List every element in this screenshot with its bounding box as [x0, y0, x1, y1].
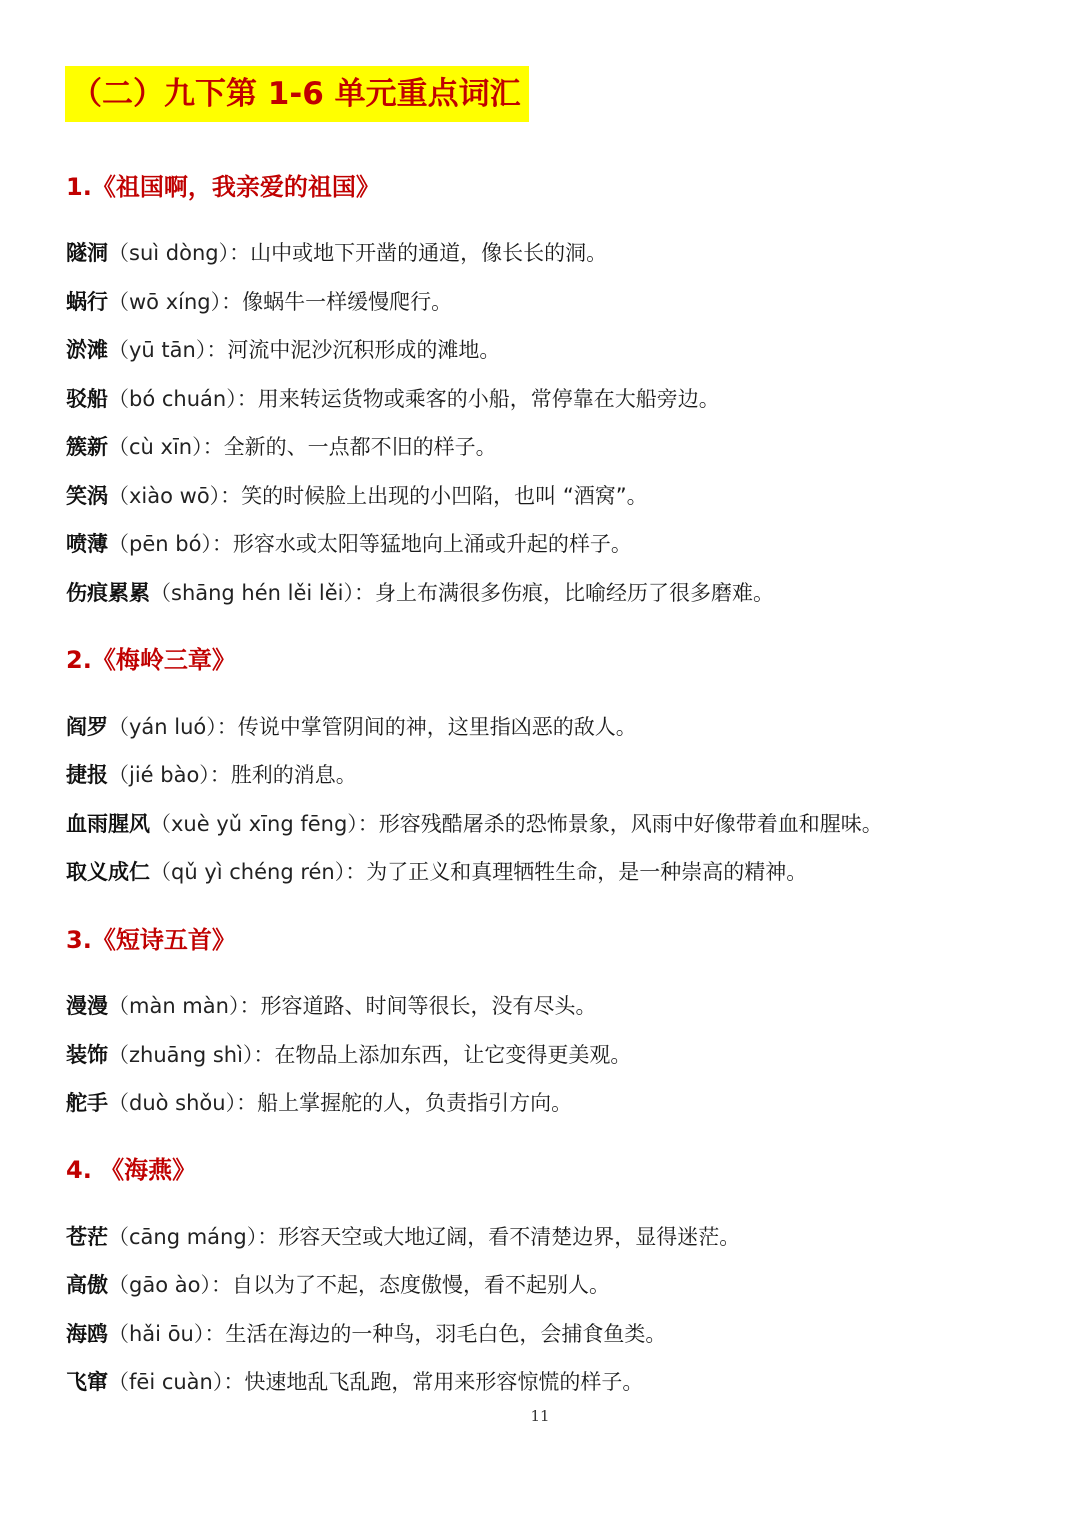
vocab-pinyin: （xiào wō）： — [108, 484, 242, 508]
page-number: 11 — [530, 1407, 550, 1425]
vocab-word: 苍茫 — [66, 1225, 108, 1249]
vocab-definition: 传说中掌管阴间的神，这里指凶恶的敌人。 — [237, 715, 637, 739]
vocab-pinyin: （yán luó）： — [108, 715, 238, 739]
vocab-entry — [66, 529, 632, 559]
vocab-definition: 船上掌握舵的人，负责指引方向。 — [257, 1091, 573, 1115]
vocab-pinyin: （fēi cuàn）： — [108, 1370, 245, 1394]
vocab-entry — [66, 238, 607, 268]
vocab-word: 漫漫 — [66, 994, 108, 1018]
vocab-entry — [66, 1319, 666, 1349]
vocab-entry — [66, 712, 637, 742]
vocab-entry — [66, 809, 883, 839]
vocab-definition: 生活在海边的一种鸟，羽毛白色，会捕食鱼类。 — [225, 1322, 667, 1346]
vocab-definition: 为了正义和真理牺牲生命，是一种崇高的精神。 — [366, 860, 808, 884]
vocab-definition: 山中或地下开凿的通道，像长长的洞。 — [250, 241, 608, 265]
vocab-word: 飞窜 — [66, 1370, 108, 1394]
vocab-definition: 笑的时候脸上出现的小凹陷，也叫 “酒窝”。 — [241, 484, 648, 508]
vocab-entry — [66, 384, 720, 414]
section-heading-1: 1.《祖国啊，我亲爱的祖国》 — [66, 173, 380, 201]
vocab-definition: 像蜗牛一样缓慢爬行。 — [242, 290, 453, 314]
vocab-definition: 全新的、一点都不旧的样子。 — [223, 435, 497, 459]
vocab-definition: 胜利的消息。 — [230, 763, 357, 787]
vocab-entry — [66, 991, 596, 1021]
vocab-entry — [66, 1367, 643, 1397]
vocab-definition: 形容道路、时间等很长，没有尽头。 — [260, 994, 597, 1018]
vocab-word: 伤痕累累 — [66, 581, 150, 605]
section-heading-3: 3.《短诗五首》 — [66, 926, 236, 954]
vocab-definition: 形容天空或大地辽阔，看不清楚边界，显得迷茫。 — [278, 1225, 741, 1249]
vocab-word: 高傲 — [66, 1273, 108, 1297]
page-title: （二）九下第 1-6 单元重点词汇 — [65, 66, 529, 122]
vocab-entry — [66, 1222, 740, 1252]
vocab-entry — [66, 335, 500, 365]
vocab-entry — [66, 760, 357, 790]
vocab-pinyin: （cāng máng）： — [108, 1225, 279, 1249]
vocab-pinyin: （xuè yǔ xīng fēng）： — [150, 812, 379, 836]
vocab-pinyin: （suì dòng）： — [108, 241, 251, 265]
vocab-entry — [66, 287, 452, 317]
vocab-pinyin: （màn màn）： — [108, 994, 261, 1018]
vocab-definition: 快速地乱飞乱跑，常用来形容惊慌的样子。 — [244, 1370, 644, 1394]
vocab-pinyin: （hǎi ōu）： — [108, 1322, 226, 1346]
vocab-pinyin: （qǔ yì chéng rén）： — [150, 860, 367, 884]
vocab-word: 装饰 — [66, 1043, 108, 1067]
vocab-definition: 自以为了不起，态度傲慢，看不起别人。 — [231, 1273, 610, 1297]
vocab-definition: 身上布满很多伤痕，比喻经历了很多磨难。 — [375, 581, 775, 605]
vocab-pinyin: （bó chuán）： — [108, 387, 258, 411]
vocab-pinyin: （jié bào）： — [108, 763, 231, 787]
vocab-pinyin: （yū tān）： — [108, 338, 228, 362]
vocab-word: 蜗行 — [66, 290, 108, 314]
vocab-word: 隧洞 — [66, 241, 108, 265]
section-heading-4: 4. 《海燕》 — [66, 1156, 197, 1184]
vocab-word: 淤滩 — [66, 338, 108, 362]
vocab-pinyin: （shāng hén lěi lěi）： — [150, 581, 376, 605]
vocab-word: 取义成仁 — [66, 860, 150, 884]
vocab-definition: 用来转运货物或乘客的小船，常停靠在大船旁边。 — [257, 387, 720, 411]
vocab-word: 海鸥 — [66, 1322, 108, 1346]
vocab-word: 捷报 — [66, 763, 108, 787]
vocab-entry — [66, 857, 807, 887]
vocab-pinyin: （wō xíng）： — [108, 290, 243, 314]
vocab-pinyin: （gāo ào）： — [108, 1273, 232, 1297]
vocab-pinyin: （duò shǒu）： — [108, 1091, 258, 1115]
section-heading-2: 2.《梅岭三章》 — [66, 646, 236, 674]
vocab-word: 驳船 — [66, 387, 108, 411]
vocab-word: 血雨腥风 — [66, 812, 150, 836]
vocab-pinyin: （pēn bó）： — [108, 532, 233, 556]
vocab-entry — [66, 481, 648, 511]
vocab-entry — [66, 1040, 631, 1070]
vocab-word: 笑涡 — [66, 484, 108, 508]
vocab-definition: 在物品上添加东西，让它变得更美观。 — [274, 1043, 632, 1067]
vocab-word: 阎罗 — [66, 715, 108, 739]
vocab-word: 喷薄 — [66, 532, 108, 556]
vocab-pinyin: （zhuāng shì）： — [108, 1043, 275, 1067]
vocab-pinyin: （cù xīn）： — [108, 435, 224, 459]
vocab-entry — [66, 1088, 572, 1118]
vocab-word: 簇新 — [66, 435, 108, 459]
vocab-entry — [66, 1270, 610, 1300]
vocab-word: 舵手 — [66, 1091, 108, 1115]
vocab-definition: 形容残酷屠杀的恐怖景象，风雨中好像带着血和腥味。 — [378, 812, 883, 836]
vocab-definition: 河流中泥沙沉积形成的滩地。 — [227, 338, 501, 362]
vocab-entry — [66, 578, 774, 608]
vocab-entry — [66, 432, 497, 462]
vocab-definition: 形容水或太阳等猛地向上涌或升起的样子。 — [232, 532, 632, 556]
